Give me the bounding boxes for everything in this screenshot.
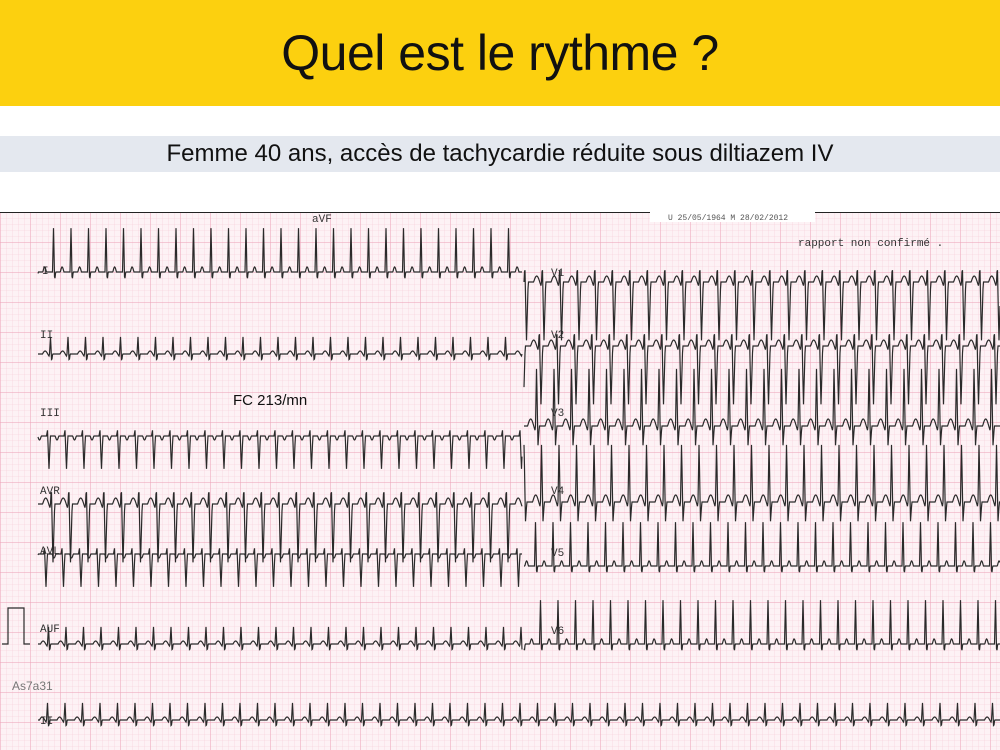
lead-label-top: aVF <box>312 214 332 226</box>
lead-label-V5: V5 <box>551 548 565 560</box>
title-bar <box>0 0 1000 106</box>
lead-label-V1: V1 <box>551 268 565 280</box>
lead-label-rhythm: II <box>40 716 54 728</box>
lead-label-V2: V2 <box>551 330 565 342</box>
lead-label-AVL: AVL <box>40 546 60 558</box>
lead-label-V3: V3 <box>551 408 565 420</box>
patient-header-info: U 25/05/1964 M 28/02/2012 <box>668 214 789 223</box>
record-code: As7a31 <box>12 679 53 693</box>
lead-label-V6: V6 <box>551 626 565 638</box>
lead-label-I: I <box>42 266 49 278</box>
heart-rate-annotation: FC 213/mn <box>233 392 308 409</box>
report-status: rapport non confirmé . <box>798 238 944 250</box>
lead-label-V4: V4 <box>551 486 565 498</box>
ecg-grid <box>0 212 1000 750</box>
ecg-strip <box>0 212 1000 750</box>
lead-label-II: II <box>40 330 54 342</box>
lead-label-AVR: AVR <box>40 486 60 498</box>
subtitle-bar <box>0 136 1000 172</box>
lead-label-AVF: AUF <box>40 624 60 636</box>
lead-label-III: III <box>40 408 60 420</box>
slide-subtitle: Femme 40 ans, accès de tachycardie réduite sous diltiazem IV <box>166 140 834 167</box>
slide-title: Quel est le rythme ? <box>281 25 719 81</box>
